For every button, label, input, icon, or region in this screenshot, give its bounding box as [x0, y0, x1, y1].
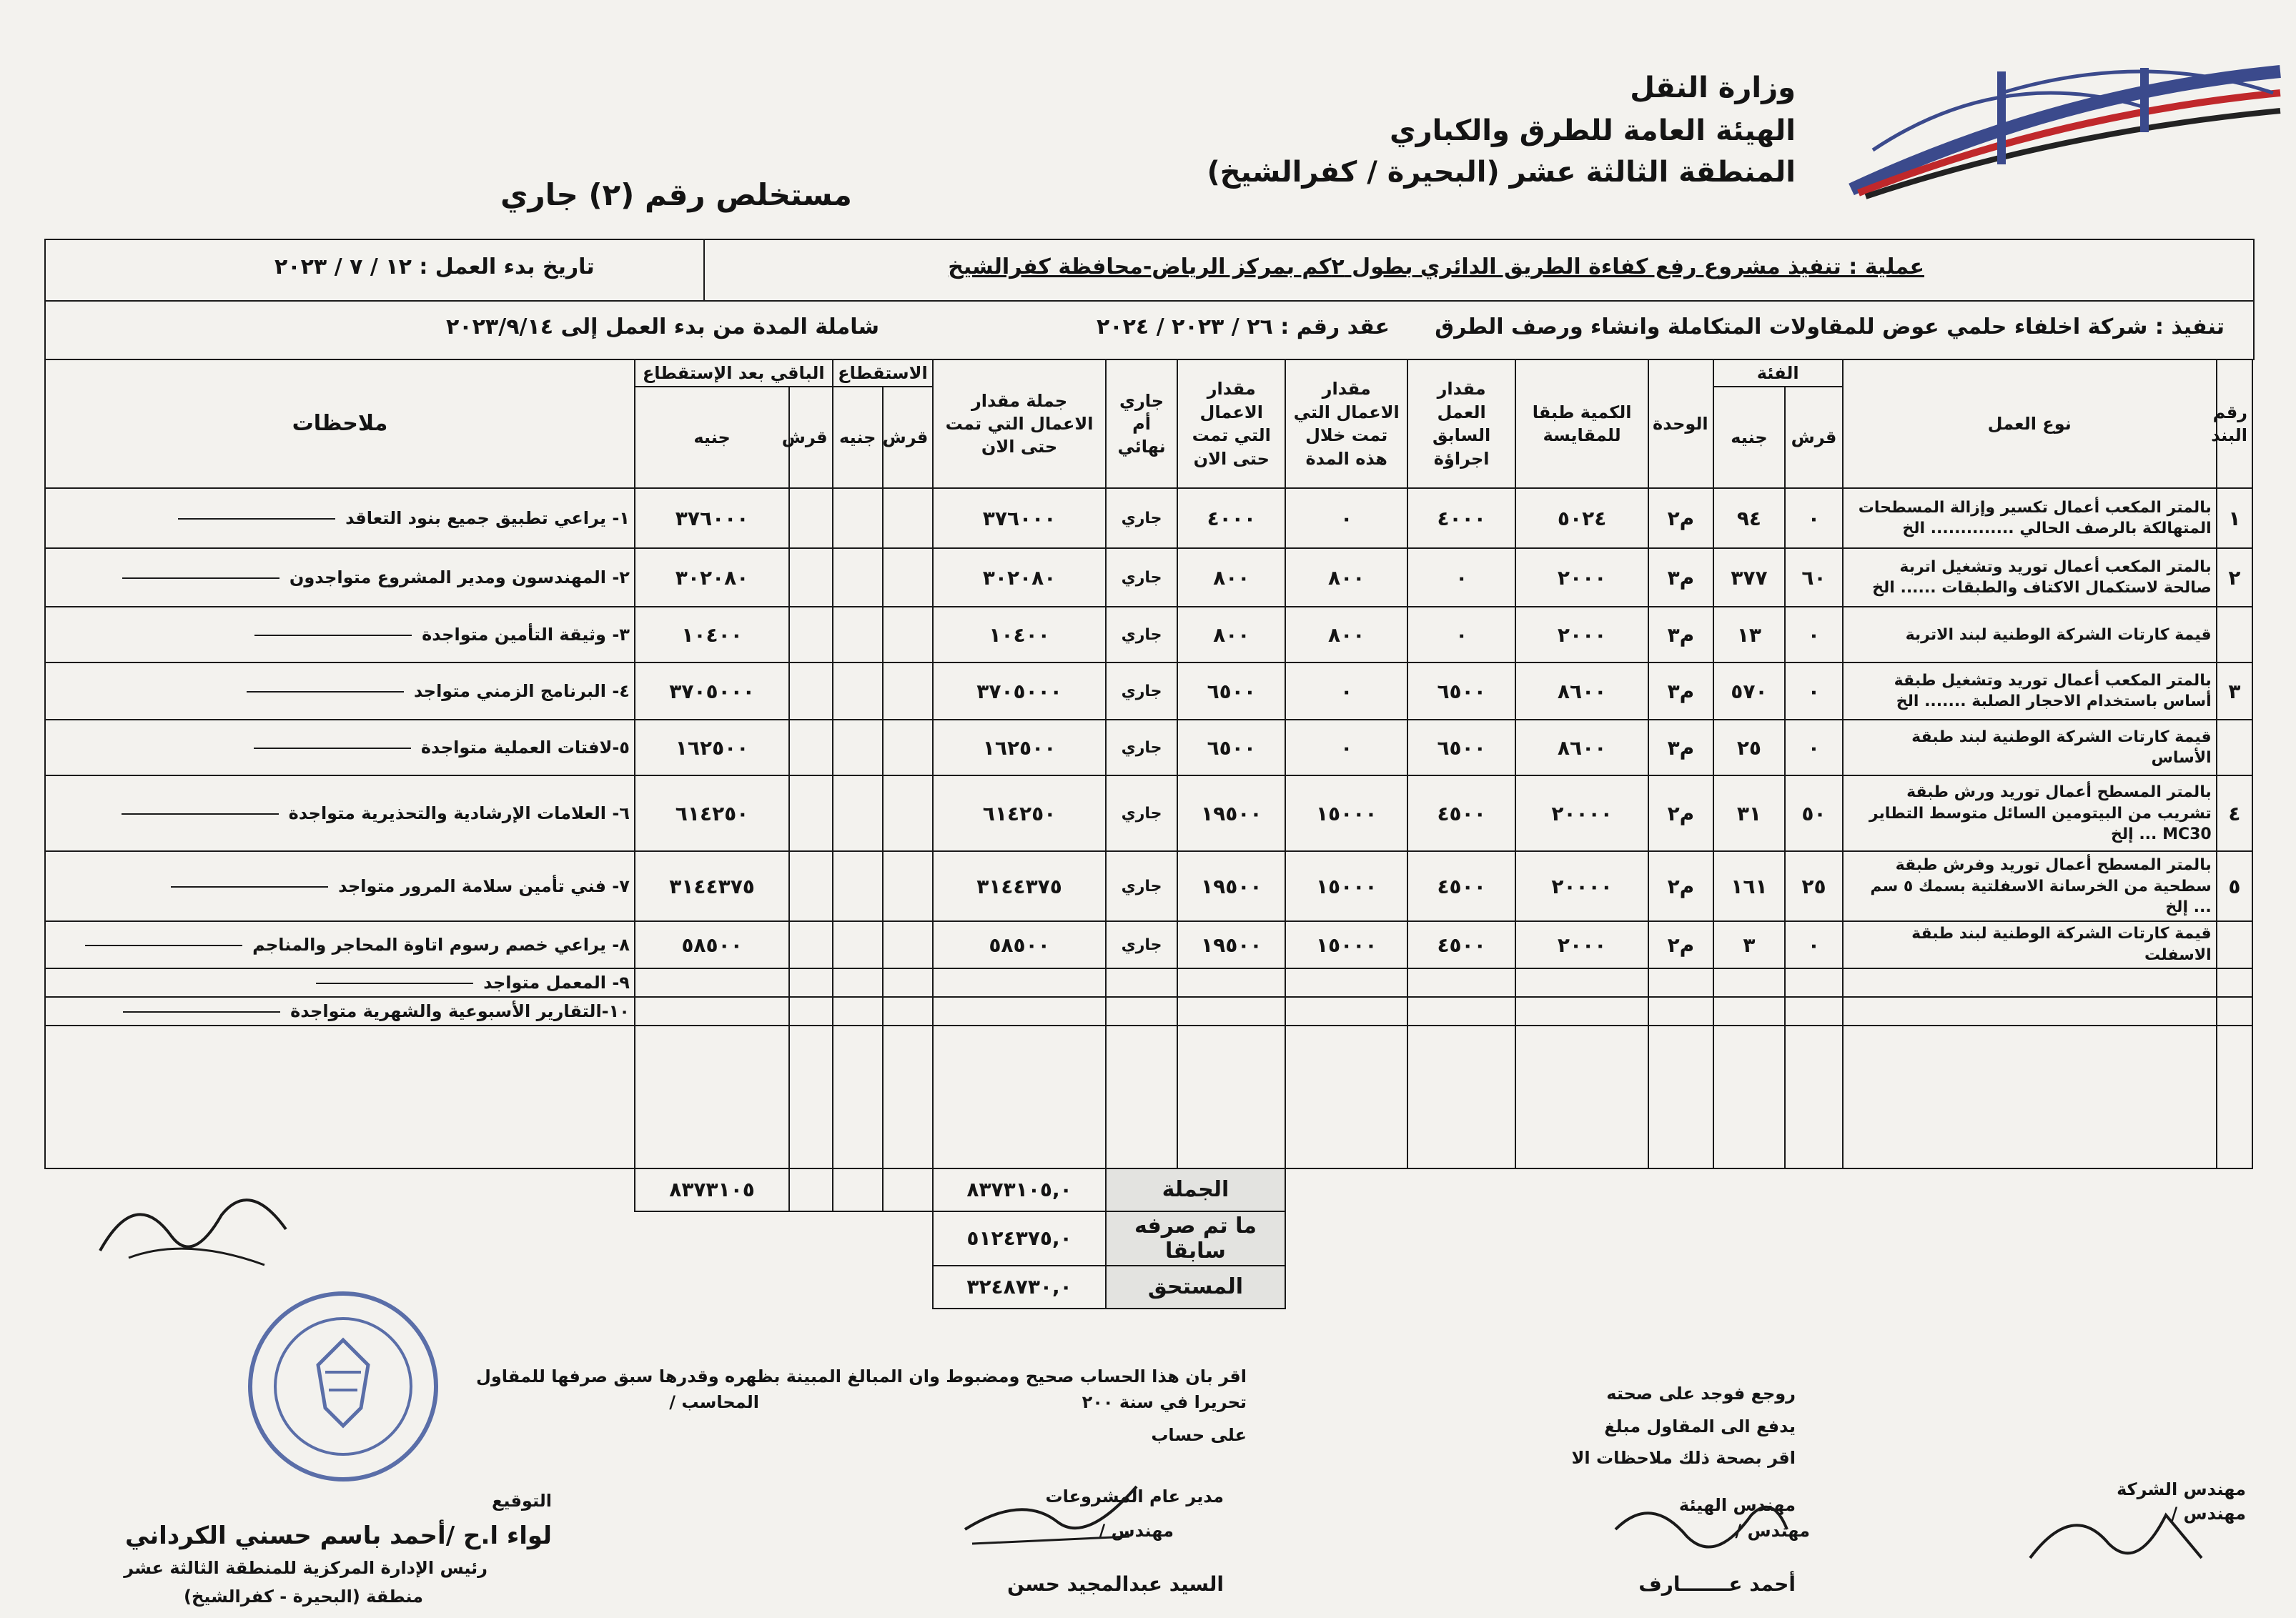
document-title: مستخلص رقم (٢) جاري [500, 177, 852, 212]
status: جاري [1106, 607, 1178, 662]
on-account: على حساب [1151, 1425, 1247, 1445]
project-manager-title: مدير عام المشروعات [1045, 1487, 1224, 1507]
deduction-pound [833, 607, 883, 662]
note-underline [122, 577, 279, 579]
table-row [45, 607, 2252, 662]
deduction-piaster [883, 607, 933, 662]
unit: م٢ [1648, 488, 1713, 548]
quantity: ٥٠٢٤ [1515, 488, 1648, 548]
remaining-piaster [789, 662, 832, 720]
category-pound: ٣٧٧ [1713, 548, 1786, 607]
previous-work: ٠ [1407, 548, 1515, 607]
unit: م٣ [1648, 548, 1713, 607]
table-row [45, 720, 2252, 775]
project-manager: مهندس / [1099, 1521, 1174, 1541]
remaining-piaster [789, 851, 832, 921]
status: جاري [1106, 548, 1178, 607]
status: جاري [1106, 720, 1178, 775]
contract-number: عقد رقم : ٢٦ / ٢٠٢٣ / ٢٠٢٤ [1097, 314, 1390, 339]
review-line-3: اقر بصحة ذلك ملاحظات الا [1571, 1448, 1796, 1468]
header-item-no: رقم البند [2217, 359, 2252, 488]
quantity: ٢٠٠٠٠ [1515, 775, 1648, 851]
authority-engineer-signature-icon [1608, 1487, 1794, 1572]
note-item: ٧- فني تأمين سلامة المرور متواجد [45, 851, 635, 921]
deduction-piaster [883, 775, 933, 851]
deduction-piaster [883, 548, 933, 607]
certification-accountant: المحاسب / [669, 1392, 759, 1412]
table-row [45, 662, 2252, 720]
total-label: الجملة [1106, 1168, 1285, 1211]
header-quantity: الكمية طبقا للمقايسة [1515, 359, 1648, 488]
work-during-period: ٠ [1285, 720, 1407, 775]
note-item: ٦- العلامات الإرشادية والتحذيرية متواجدة [45, 775, 635, 851]
certification-line-2: تحريرا في سنة ٢٠٠ [1082, 1392, 1247, 1412]
work-during-period: ٠ [1285, 488, 1407, 548]
unit: م٢ [1648, 775, 1713, 851]
manager-signature-icon [958, 1465, 1144, 1551]
work-during-period: ١٥٠٠٠ [1285, 921, 1407, 968]
header-remaining: الباقي بعد الإستقطاع [635, 359, 833, 387]
quantity: ٢٠٠٠٠ [1515, 851, 1648, 921]
total-remaining: ٨٣٧٣١٠٥ [635, 1168, 789, 1211]
note-item: ٤- البرنامج الزمني متواجد [45, 662, 635, 720]
work-during-period: ٠ [1285, 662, 1407, 720]
total-value: ١٦٢٥٠٠ [933, 720, 1105, 775]
remaining-pound: ١٦٢٥٠٠ [635, 720, 789, 775]
quantity: ٢٠٠٠ [1515, 607, 1648, 662]
total-value: ٣٧٦٠٠٠ [933, 488, 1105, 548]
remaining-piaster [789, 607, 832, 662]
status: جاري [1106, 775, 1178, 851]
work-done-now: ٦٥٠٠ [1177, 662, 1285, 720]
paid-value: ٥١٢٤٣٧٥,٠ [933, 1211, 1105, 1266]
table-row [45, 921, 2252, 968]
table-row [45, 488, 2252, 548]
category-piaster: ٥٠ [1785, 775, 1842, 851]
total-value: ٣١٤٤٣٧٥ [933, 851, 1105, 921]
review-line-2: يدفع الى المقاول مبلغ [1604, 1416, 1796, 1436]
header-remaining-piaster: قرش [789, 387, 832, 488]
category-pound: ٥٧٠ [1713, 662, 1786, 720]
deduction-pound [833, 775, 883, 851]
header-status: جاري أم نهائي [1106, 359, 1178, 488]
official-stamp-icon [243, 1286, 443, 1487]
note-underline [247, 691, 404, 693]
header-notes: ملاحظات [45, 359, 635, 488]
item-no [2217, 720, 2252, 775]
status: جاري [1106, 662, 1178, 720]
category-pound: ١٦١ [1713, 851, 1786, 921]
remaining-pound: ٣٠٢٠٨٠ [635, 548, 789, 607]
total-value: ٦١٤٢٥٠ [933, 775, 1105, 851]
deduction-pound [833, 662, 883, 720]
authority-engineer-name: أحمد عـــــــارف [1638, 1572, 1796, 1596]
due-label: المستحق [1106, 1266, 1285, 1309]
deduction-piaster [883, 851, 933, 921]
category-pound: ٩٤ [1713, 488, 1786, 548]
work-done-now: ١٩٥٠٠ [1177, 851, 1285, 921]
note-underline [123, 1011, 280, 1013]
category-pound: ٣ [1713, 921, 1786, 968]
note-underline [171, 886, 328, 888]
remaining-pound: ١٠٤٠٠ [635, 607, 789, 662]
authority-logo [1844, 64, 2287, 200]
status: جاري [1106, 488, 1178, 548]
company-engineer: مهندس / [2171, 1504, 2246, 1524]
work-done-now: ١٩٥٠٠ [1177, 921, 1285, 968]
remaining-pound: ٣٧٠٥٠٠٠ [635, 662, 789, 720]
review-line-1: روجع فوجد على صحته [1606, 1384, 1796, 1404]
deduction-pound [833, 921, 883, 968]
deduction-piaster [883, 488, 933, 548]
category-piaster: ٠ [1785, 720, 1842, 775]
note-underline [85, 945, 242, 946]
remaining-pound: ٦١٤٢٥٠ [635, 775, 789, 851]
remaining-piaster [789, 548, 832, 607]
remaining-pound: ٣١٤٤٣٧٥ [635, 851, 789, 921]
unit: م٣ [1648, 607, 1713, 662]
total-value: ٨٣٧٣١٠٥,٠ [933, 1168, 1105, 1211]
header-category-pound: جنيه [1713, 387, 1786, 488]
work-during-period: ١٥٠٠٠ [1285, 851, 1407, 921]
project-manager-name: السيد عبدالمجيد حسن [1007, 1572, 1224, 1596]
remaining-pound: ٥٨٥٠٠ [635, 921, 789, 968]
category-piaster: ٦٠ [1785, 548, 1842, 607]
work-done-now: ٦٥٠٠ [1177, 720, 1285, 775]
previous-work: ٤٥٠٠ [1407, 775, 1515, 851]
certification-line-1: اقر بان هذا الحساب صحيح ومضبوط وان المبالغ المبينة بظهره وقدرها سبق صرفها للمقاول [476, 1366, 1247, 1386]
signature-label: التوقيع [492, 1491, 552, 1511]
note-item: ١- يراعي تطبيق جميع بنود التعاقد [45, 488, 635, 548]
work-done-now: ٤٠٠٠ [1177, 488, 1285, 548]
deduction-pound [833, 488, 883, 548]
header-deduction-pound: جنيه [833, 387, 883, 488]
previous-work: ٠ [1407, 607, 1515, 662]
header-total-value: جملة مقدار الاعمال التي تمت حتى الان [933, 359, 1105, 488]
previous-work: ٦٥٠٠ [1407, 720, 1515, 775]
remaining-piaster [789, 775, 832, 851]
category-piaster: ٠ [1785, 607, 1842, 662]
work-done-now: ١٩٥٠٠ [1177, 775, 1285, 851]
category-piaster: ٠ [1785, 488, 1842, 548]
table-row [45, 775, 2252, 851]
quantity: ٢٠٠٠ [1515, 921, 1648, 968]
start-date: تاريخ بدء العمل : ١٢ / ٧ / ٢٠٢٣ [274, 254, 595, 279]
total-value: ٥٨٥٠٠ [933, 921, 1105, 968]
work-during-period: ٨٠٠ [1285, 607, 1407, 662]
work-description: بالمتر المسطح أعمال توريد وفرش طبقة سطحية من الخرسانة الاسفلتية بسمك ٥ سم ... إلخ [1843, 851, 2217, 921]
previous-work: ٦٥٠٠ [1407, 662, 1515, 720]
works-table [44, 359, 2253, 1309]
unit: م٢ [1648, 921, 1713, 968]
total-value: ١٠٤٠٠ [933, 607, 1105, 662]
header-during: مقدار الاعمال التي تمت خلال هذه المدة [1285, 359, 1407, 488]
paid-label: ما تم صرفه سابقا [1106, 1211, 1285, 1266]
header-category-piaster: قرش [1785, 387, 1842, 488]
work-description: بالمتر المسطح أعمال توريد ورش طبقة تشريب من البيتومين السائل متوسط التطاير MC30 ... إلخ [1843, 775, 2217, 851]
due-value: ٣٢٤٨٧٣٠,٠ [933, 1266, 1105, 1309]
item-no: ٢ [2217, 548, 2252, 607]
note-underline [178, 518, 335, 520]
work-description: قيمة كارتات الشركة الوطنية لبند طبقة الأساس [1843, 720, 2217, 775]
deduction-pound [833, 851, 883, 921]
previous-work: ٤٥٠٠ [1407, 921, 1515, 968]
header-unit: الوحدة [1648, 359, 1713, 488]
item-no: ٣ [2217, 662, 2252, 720]
operation-title: عملية : تنفيذ مشروع رفع كفاءة الطريق الدائري بطول ٢كم بمركز الرياض-محافظة كفرالشيخ [948, 254, 1924, 279]
note-underline [254, 748, 411, 749]
note-item: ٥-لافتات العملية متواجدة [45, 720, 635, 775]
total-value: ٣٧٠٥٠٠٠ [933, 662, 1105, 720]
remaining-piaster [789, 720, 832, 775]
category-piaster: ٠ [1785, 921, 1842, 968]
deduction-pound [833, 720, 883, 775]
region-name: المنطقة الثالثة عشر (البحيرة / كفرالشيخ) [1207, 156, 1796, 189]
authority-engineer: مهندس / [1735, 1521, 1810, 1541]
previous-work: ٤٥٠٠ [1407, 851, 1515, 921]
company-engineer-title: مهندس الشركة [2117, 1479, 2246, 1499]
item-no [2217, 607, 2252, 662]
quantity: ٨٦٠٠ [1515, 662, 1648, 720]
contractor: تنفيذ : شركة اخلفاء حلمي عوض للمقاولات المتكاملة وانشاء ورصف الطرق [1435, 314, 2225, 339]
item-no: ٥ [2217, 851, 2252, 921]
unit: م٣ [1648, 662, 1713, 720]
quantity: ٢٠٠٠ [1515, 548, 1648, 607]
category-pound: ٣١ [1713, 775, 1786, 851]
category-piaster: ٠ [1785, 662, 1842, 720]
remaining-pound: ٣٧٦٠٠٠ [635, 488, 789, 548]
header-previous: مقدار العمل السابق اجراؤة [1407, 359, 1515, 488]
general-name: لواء ا.ح /أحمد باسم حسني الكرداني [124, 1522, 552, 1550]
table-row [45, 548, 2252, 607]
note-underline [254, 635, 412, 636]
header-deduction: الاستقطاع [833, 359, 934, 387]
note-item: ٢- المهندسون ومدير المشروع متواجدون [45, 548, 635, 607]
status: جاري [1106, 851, 1178, 921]
work-description: قيمة كارتات الشركة الوطنية لبند الاتربة [1843, 607, 2217, 662]
work-during-period: ٨٠٠ [1285, 548, 1407, 607]
header-remaining-pound: جنيه [635, 387, 789, 488]
remaining-piaster [789, 921, 832, 968]
item-no [2217, 921, 2252, 968]
general-region: منطقة (البحيرة - كفرالشيخ) [184, 1587, 423, 1607]
deduction-pound [833, 548, 883, 607]
note-underline [316, 983, 473, 984]
status: جاري [1106, 921, 1178, 968]
company-engineer-signature-icon [2023, 1487, 2209, 1572]
unit: م٣ [1648, 720, 1713, 775]
contract-bar [44, 299, 2255, 360]
deduction-piaster [883, 921, 933, 968]
note-item: ٨- يراعي خصم رسوم اتاوة المحاجر والمناجم [45, 921, 635, 968]
note-item: ١٠-التقارير الأسبوعية والشهرية متواجدة [45, 997, 635, 1026]
work-done-now: ٨٠٠ [1177, 607, 1285, 662]
header-work-type: نوع العمل [1843, 359, 2217, 488]
previous-work: ٤٠٠٠ [1407, 488, 1515, 548]
authority-name: الهيئة العامة للطرق والكباري [1389, 114, 1796, 147]
remaining-piaster [789, 488, 832, 548]
header-done-now: مقدار الاعمال التي تمت حتى الان [1177, 359, 1285, 488]
unit: م٢ [1648, 851, 1713, 921]
work-description: بالمتر المكعب أعمال تكسير وإزالة المسطحات المتهالكة بالرصف الحالي .............. الخ [1843, 488, 2217, 548]
header-deduction-piaster: قرش [883, 387, 933, 488]
table-row [45, 851, 2252, 921]
category-piaster: ٢٥ [1785, 851, 1842, 921]
work-description: بالمتر المكعب أعمال توريد وتشغيل طبقة أساس باستخدام الاحجار الصلبة ....... الخ [1843, 662, 2217, 720]
deduction-piaster [883, 662, 933, 720]
period-range: شاملة المدة من بدء العمل إلى ٢٠٢٣/٩/١٤ [446, 314, 880, 339]
deduction-piaster [883, 720, 933, 775]
item-no: ٤ [2217, 775, 2252, 851]
header-category: الفئة [1713, 359, 1843, 387]
note-underline [122, 813, 279, 815]
authority-engineer-title: مهندس الهيئة [1678, 1495, 1796, 1515]
work-description: قيمة كارتات الشركة الوطنية لبند طبقة الاسفلت [1843, 921, 2217, 968]
work-during-period: ١٥٠٠٠ [1285, 775, 1407, 851]
operation-bar [44, 239, 2255, 302]
work-description: بالمتر المكعب أعمال توريد وتشغيل اتربة صالحة لاستكمال الاكتاف والطبقات ...... الخ [1843, 548, 2217, 607]
category-pound: ١٣ [1713, 607, 1786, 662]
item-no: ١ [2217, 488, 2252, 548]
ministry-name: وزارة النقل [1630, 71, 1796, 104]
general-title: رئيس الإدارة المركزية للمنطقة الثالثة عشر [124, 1558, 488, 1578]
quantity: ٨٦٠٠ [1515, 720, 1648, 775]
work-done-now: ٨٠٠ [1177, 548, 1285, 607]
category-pound: ٢٥ [1713, 720, 1786, 775]
general-signature-icon [86, 1172, 300, 1272]
note-item: ٩- المعمل متواجد [45, 968, 635, 997]
note-item: ٣- وثيقة التأمين متواجدة [45, 607, 635, 662]
total-value: ٣٠٢٠٨٠ [933, 548, 1105, 607]
